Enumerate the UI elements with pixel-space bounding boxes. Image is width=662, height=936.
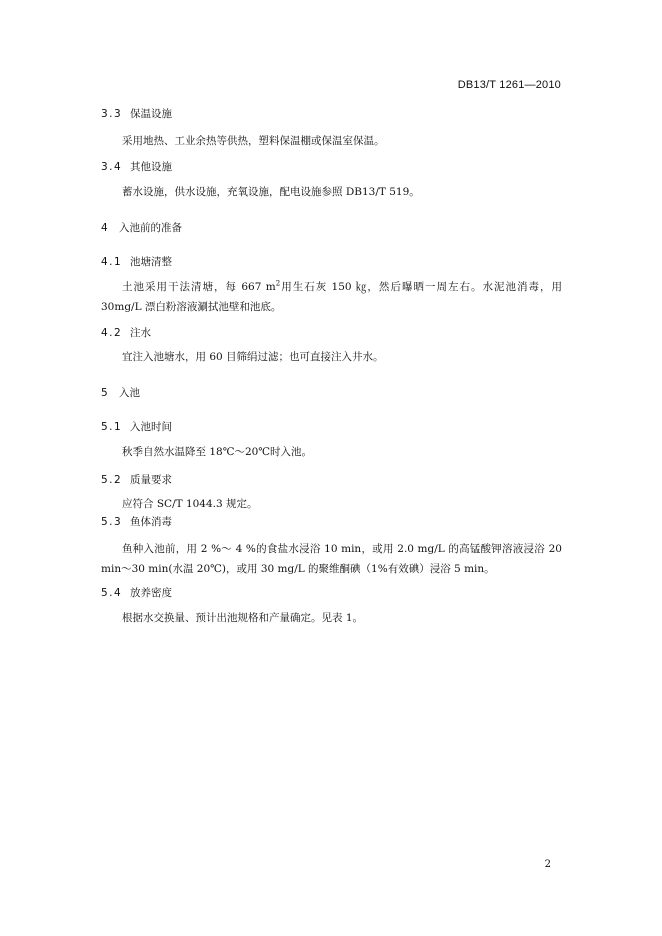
section-5-2-heading (101, 472, 172, 487)
section-number: 4.1 (101, 256, 123, 268)
section-number: 5.1 (101, 421, 123, 433)
section-title: 注水 (130, 327, 151, 339)
section-5-4-paragraph: 根据水交换量、预计出池规格和产量确定。见表 1。 (122, 612, 364, 624)
section-number: 5.4 (101, 587, 123, 599)
paragraph-text-part: 用生石灰 150 ㎏，然后曝晒一周左右。水泥池消毒，用 30mg/L 漂白粉溶液涮拭池壁和池底。 (101, 281, 562, 313)
section-4-2-heading (101, 325, 151, 340)
section-5-1-heading (101, 419, 172, 434)
section-number: 5 (101, 387, 110, 399)
section-5-4-heading (101, 585, 172, 600)
section-5-1-paragraph: 秋季自然水温降至 18℃～20℃时入池。 (122, 446, 313, 458)
section-title: 放养密度 (130, 587, 172, 599)
section-title: 其他设施 (130, 161, 172, 173)
superscript-exponent: 2 (275, 279, 281, 288)
paragraph-text-part: 土池采用干法清塘，每 667 m (122, 281, 276, 293)
section-title: 鱼体消毒 (130, 516, 172, 528)
section-number: 4 (101, 222, 110, 234)
section-4-2-paragraph: 宜注入池塘水，用 60 目筛绢过滤；也可直接注入井水。 (122, 351, 384, 363)
section-number: 3.4 (101, 161, 123, 173)
section-3-3-heading (101, 106, 172, 121)
section-5-3-paragraph: 鱼种入池前，用 2 %～ 4 %的食盐水浸浴 10 min，或用 2.0 mg/L 的高锰酸钾溶液浸浴 20 min～30 min(水温 20℃)，或用 30 mg/L 的聚维酮碘（1%有效碘）浸浴 5 min。 (101, 543, 562, 575)
section-number: 3.3 (101, 108, 123, 120)
standard-code-header: DB13/T 1261—2010 (457, 79, 561, 91)
section-4-1-heading (101, 254, 172, 269)
section-title: 入池前的准备 (119, 222, 182, 234)
section-title: 入池 (119, 387, 140, 399)
section-4-1-paragraph (101, 277, 562, 317)
section-title: 保温设施 (130, 108, 172, 120)
section-title: 入池时间 (130, 421, 172, 433)
section-number: 5.3 (101, 516, 123, 528)
section-4-heading (101, 220, 182, 235)
section-number: 5.2 (101, 474, 123, 486)
section-3-4-paragraph: 蓄水设施，供水设施，充氧设施，配电设施参照 DB13/T 519。 (122, 186, 420, 198)
section-3-4-heading (101, 159, 172, 174)
section-5-heading (101, 385, 140, 400)
section-title: 质量要求 (130, 474, 172, 486)
section-number: 4.2 (101, 327, 123, 339)
section-5-2-paragraph: 应符合 SC/T 1044.3 规定。 (122, 498, 258, 510)
section-3-3-paragraph: 采用地热、工业余热等供热，塑料保温棚或保温室保温。 (122, 135, 385, 147)
section-5-3-heading (101, 514, 172, 529)
page-number: 2 (544, 859, 551, 870)
section-title: 池塘清整 (130, 256, 172, 268)
